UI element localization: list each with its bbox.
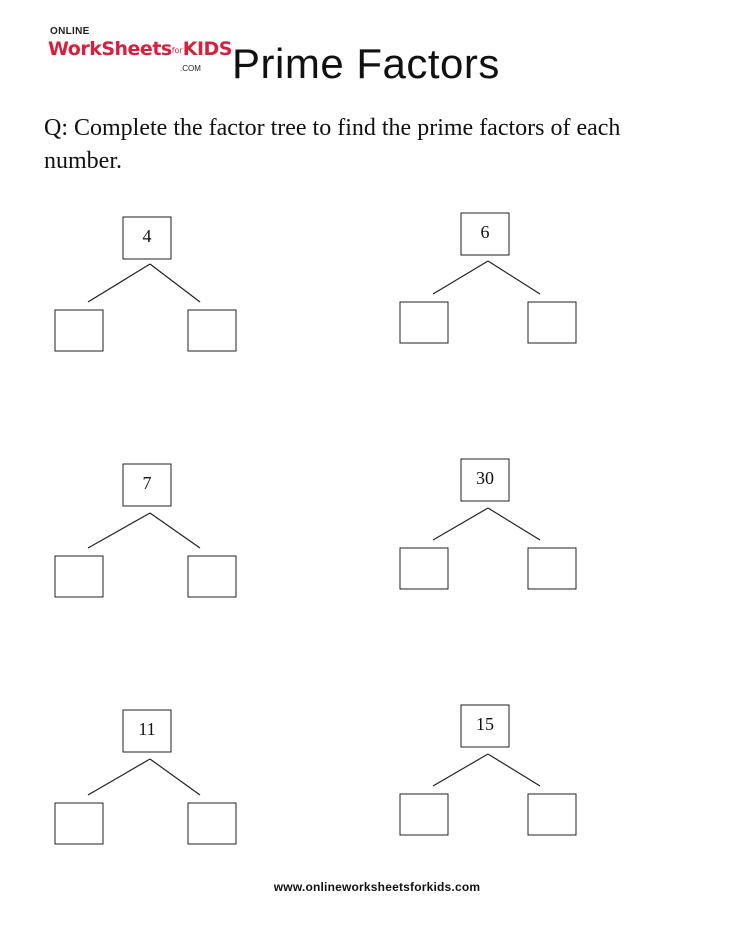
footer-url-text: www.onlineworksheetsforkids.com (273, 880, 481, 894)
factor-tree-6 (400, 705, 576, 835)
left-factor-box (400, 794, 448, 835)
logo-com-text: .COM (180, 64, 201, 73)
left-branch-line (433, 508, 488, 540)
page-title: Prime Factors (232, 40, 500, 87)
factor-tree-4 (400, 459, 576, 589)
logo-online-text: ONLINE (50, 26, 90, 37)
left-factor-box (55, 556, 103, 597)
factor-tree-3 (55, 464, 236, 597)
factor-tree-5 (55, 710, 236, 844)
right-branch-line (488, 261, 540, 294)
factor-tree-1 (55, 217, 236, 351)
right-branch-line (488, 754, 540, 786)
logo-for-text: for (171, 46, 183, 55)
left-branch-line (88, 264, 150, 302)
right-factor-box (188, 803, 236, 844)
question-text: Q: Complete the factor tree to find the prime factors of each number. (44, 115, 621, 174)
root-number: 4 (142, 226, 152, 246)
right-factor-box (188, 556, 236, 597)
right-factor-box (528, 302, 576, 343)
right-branch-line (150, 264, 200, 302)
root-number: 15 (476, 714, 494, 734)
left-factor-box (400, 302, 448, 343)
left-factor-box (55, 803, 103, 844)
right-branch-line (488, 508, 540, 540)
left-branch-line (433, 754, 488, 786)
left-branch-line (88, 759, 150, 795)
right-factor-box (528, 548, 576, 589)
left-branch-line (88, 513, 150, 548)
footer-url (0, 880, 734, 894)
root-number: 6 (480, 222, 490, 242)
logo-kids-text: KIDS (182, 38, 232, 60)
right-branch-line (150, 759, 200, 795)
right-branch-line (150, 513, 200, 548)
root-number: 7 (142, 473, 152, 493)
right-factor-box (528, 794, 576, 835)
root-number: 11 (138, 719, 156, 739)
left-factor-box (400, 548, 448, 589)
logo-worksheets-text: WorkSheets (48, 38, 172, 60)
left-branch-line (433, 261, 488, 294)
root-number: 30 (476, 468, 494, 488)
factor-tree-2 (400, 213, 576, 343)
right-factor-box (188, 310, 236, 351)
left-factor-box (55, 310, 103, 351)
